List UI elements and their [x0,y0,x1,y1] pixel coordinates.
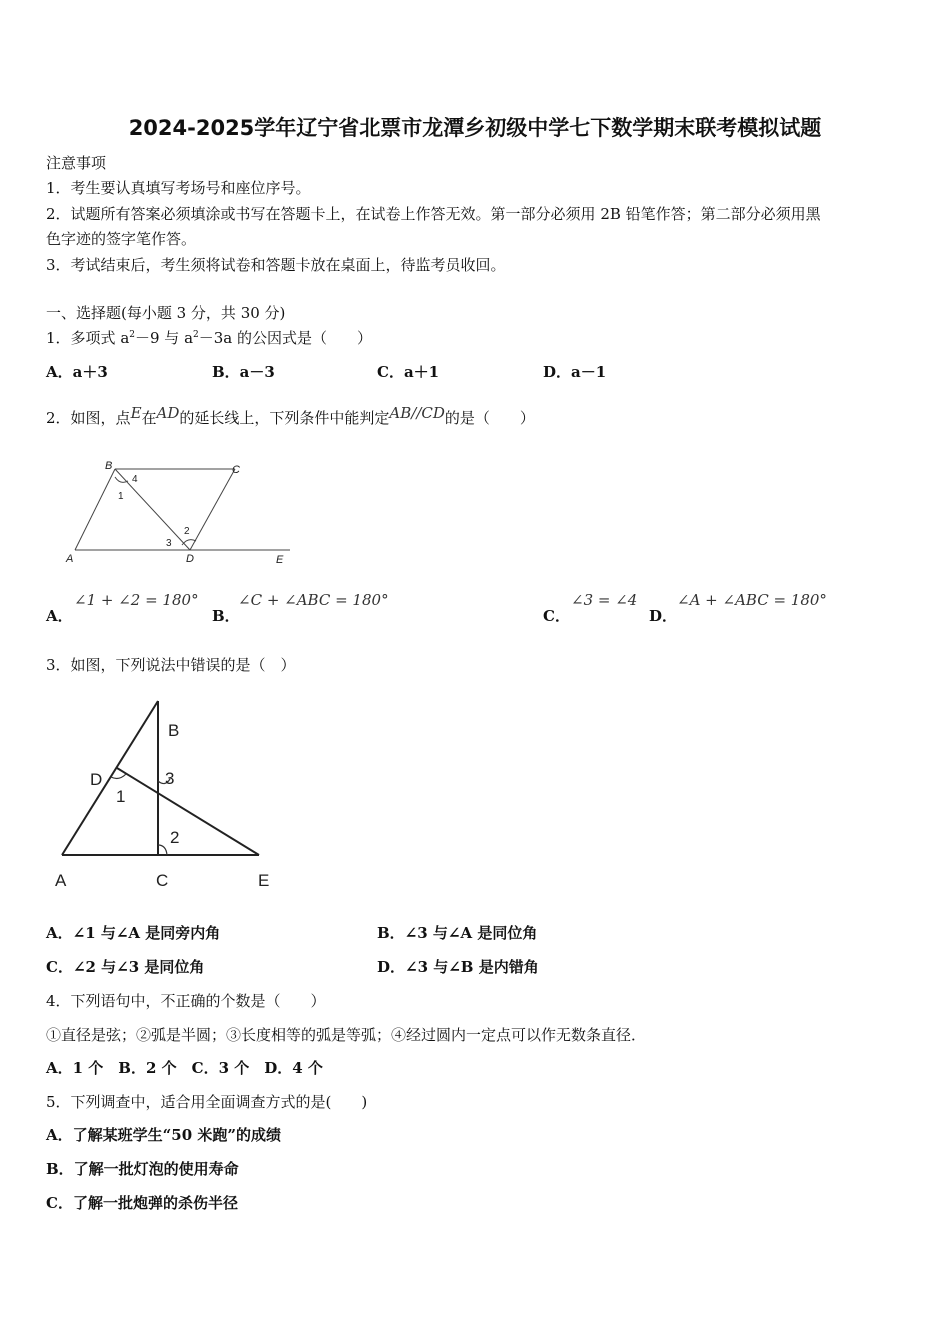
q1-option-d: D．a－1 [543,363,607,381]
q2-option-d-label: D． [649,607,678,625]
q1-option-b: B．a－3 [212,363,275,381]
question-text: －9 与 a [135,329,194,347]
notice-item-2-cont: 色字迹的签字笔作答。 [46,230,197,248]
point-label: B [105,460,113,472]
q2-figure [60,455,300,570]
section-heading: 一、选择题(每小题 3 分，共 30 分) [46,304,286,322]
question-text: 下列语句中，不正确的个数是（ ） [70,992,326,1010]
question-text: 如图，点 [70,409,131,427]
exponent: 2 [129,330,135,340]
exponent: 2 [193,330,199,340]
question-text: 在 [141,409,157,427]
q2-option-b-math: ∠C + ∠ABC = 180° [238,591,389,609]
q3-option-c: C．∠2 与∠3 是同位角 [46,958,205,976]
q3-option-a: A．∠1 与∠A 是同旁内角 [46,924,221,942]
angle-label: 2 [170,828,180,847]
angle-label: 3 [165,769,175,788]
point-label: D [186,553,194,565]
q2-option-d-math: ∠A + ∠ABC = 180° [677,591,827,609]
angle-label: 2 [184,526,190,537]
question-text: 下列调查中，适合用全面调查方式的是( ) [70,1093,368,1111]
angle-label: 3 [166,538,172,549]
question-4-stem [46,990,326,1011]
question-text: 的延长线上，下列条件中能判定 [179,409,390,427]
notice-heading: 注意事项 [46,154,107,172]
notice-item-3: 3．考试结束后，考生须将试卷和答题卡放在桌面上，待监考员收回。 [46,256,506,274]
question-1-stem [46,327,372,348]
question-text: －3a 的公因式是（ ） [198,329,373,347]
point-label: B [168,721,180,740]
q3-figure [45,695,285,895]
point-label: A [66,553,74,565]
question-number: 5． [46,1093,71,1111]
q2-option-c-label: C． [543,607,570,625]
q3-option-b: B．∠3 与∠A 是同位角 [377,924,538,942]
question-text: 如图，下列说法中错误的是（ ） [70,656,296,674]
q4-options: A．1 个 B．2 个 C．3 个 D．4 个 [46,1059,323,1077]
math-var: E [130,404,142,422]
point-label: D [90,770,103,789]
math-var: AD [156,404,180,422]
question-text: 的是（ ） [444,409,535,427]
notice-item-2: 2．试题所有答案必须填涂或书写在答题卡上，在试卷上作答无效。第一部分必须用 2B 铅笔作答；第二部分必须用黑 [46,205,821,223]
question-3-stem [46,654,296,675]
point-label: C [232,464,240,476]
angle-label: 4 [132,474,138,485]
math-var: AB//CD [389,404,445,422]
q5-option-b: B．了解一批灯泡的使用寿命 [46,1160,239,1178]
q2-option-b-label: B． [212,607,240,625]
q1-option-a: A．a＋3 [46,363,108,381]
q2-option-a-math: ∠1 + ∠2 = 180° [74,591,199,609]
question-5-stem [46,1091,367,1112]
question-text: 多项式 a [70,329,130,347]
q2-option-c-math: ∠3 = ∠4 [571,591,638,609]
point-label: E [258,871,270,890]
q4-statements: ①直径是弦；②弧是半圆；③长度相等的弧是等弧；④经过圆内一定点可以作无数条直径． [46,1026,647,1044]
point-label: C [156,871,169,890]
page-title: 2024-2025学年辽宁省北票市龙潭乡初级中学七下数学期末联考模拟试题 [128,116,822,140]
question-number: 4． [46,992,71,1010]
question-2-stem [46,404,535,428]
question-number: 1． [46,329,71,347]
q2-option-a-label: A． [46,607,73,625]
q1-option-c: C．a＋1 [377,363,440,381]
question-number: 2． [46,409,71,427]
q3-option-d: D．∠3 与∠B 是内错角 [377,958,539,976]
notice-item-1: 1．考生要认真填写考场号和座位序号。 [46,179,311,197]
angle-label: 1 [118,491,124,502]
q5-option-c: C．了解一批炮弹的杀伤半径 [46,1194,238,1212]
angle-label: 1 [116,787,126,806]
point-label: A [55,871,67,890]
question-number: 3． [46,656,71,674]
q5-option-a: A．了解某班学生“50 米跑”的成绩 [46,1126,281,1144]
point-label: E [276,554,284,566]
